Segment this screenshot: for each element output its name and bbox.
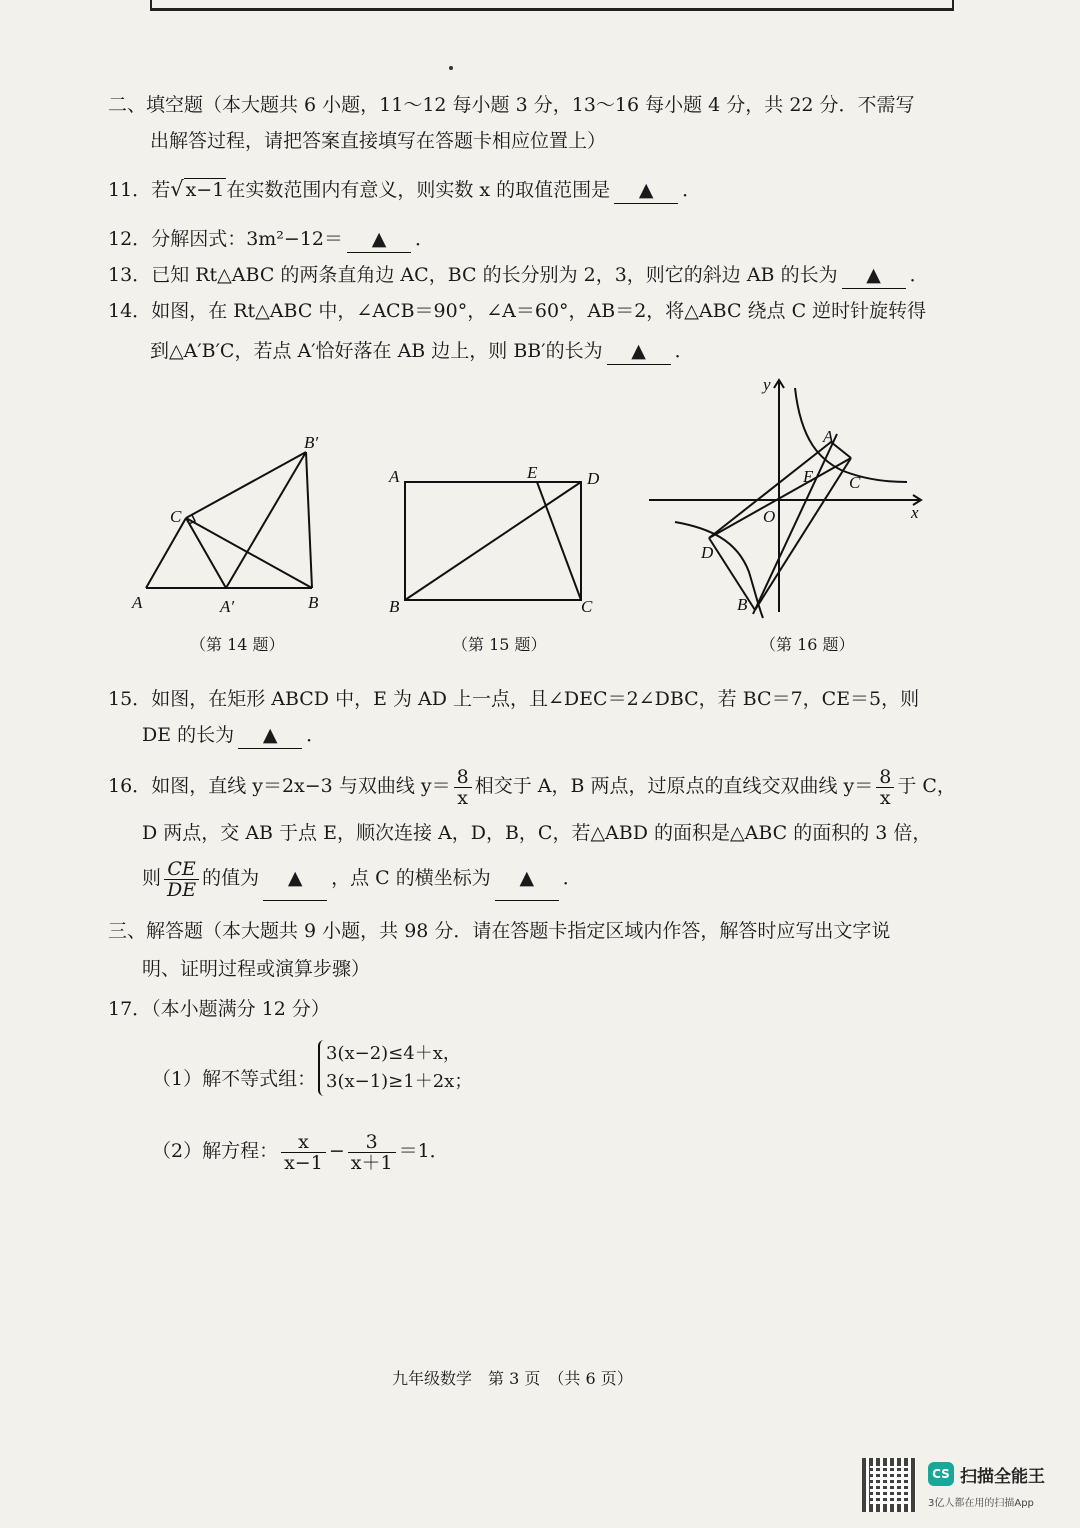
fraction-3-over-x+1: [348, 1132, 396, 1173]
question-17-header: 17．（本小题满分 12 分）: [108, 998, 330, 1020]
frac-num: 8: [454, 767, 472, 788]
inequality-1: 3(x−2)≤4＋x，: [326, 1043, 461, 1064]
answer-blank: ▲: [607, 338, 671, 365]
seg-B1A1: [226, 452, 306, 588]
q14-text-2: 到△A′B′C，若点 A′恰好落在 AB 边上，则 BB′的长为: [150, 340, 603, 362]
label-A: A: [132, 593, 143, 612]
section3-title-cont: 明、证明过程或演算步骤）: [142, 958, 371, 980]
frac-num: 3: [348, 1132, 396, 1153]
seg-CB1: [186, 452, 306, 518]
caption-fig16: （第 16 题）: [760, 635, 855, 654]
label-B: B: [308, 593, 319, 612]
q15-end: ．: [306, 724, 326, 746]
caption-fig14: （第 14 题）: [190, 635, 285, 654]
answer-blank: ▲: [347, 226, 411, 253]
figure-14: [120, 430, 340, 620]
question-14-cont: [150, 338, 694, 365]
seg-DB: [709, 538, 755, 610]
top-border: [150, 0, 954, 11]
label-D: D: [587, 469, 600, 488]
label-D: D: [701, 543, 714, 562]
question-16-cont-2: [142, 856, 582, 901]
seg-BD: [405, 482, 581, 600]
q16-text-b: 相交于 A，B 两点，过原点的直线交双曲线 y＝: [474, 775, 874, 797]
q15-num: 15．: [108, 688, 152, 710]
q11-text: 在实数范围内有意义，则实数 x 的取值范围是: [226, 179, 611, 201]
q14-text: 如图，在 Rt△ABC 中，∠ACB＝90°，∠A＝60°，AB＝2，将△ABC 绕点 C 逆时针旋转得: [151, 300, 927, 322]
app-tagline: 3亿人都在用的扫描App: [928, 1498, 1034, 1509]
label-B1: B′: [304, 433, 319, 452]
scanner-watermark: [862, 1458, 1062, 1514]
label-A1: A′: [220, 597, 235, 616]
q11-end: ．: [682, 179, 702, 201]
frac-den: x−1: [284, 1151, 323, 1174]
q13-text: 已知 Rt△ABC 的两条直角边 AC，BC 的长分别为 2，3，则它的斜边 AB 的长为: [151, 264, 838, 286]
fraction-8-over-x-2: [876, 767, 894, 808]
fraction-x-over-x-1: [281, 1132, 326, 1173]
app-name: 扫描全能王: [960, 1467, 1045, 1487]
fraction-ce-de: [164, 859, 199, 900]
answer-blank-2: ▲: [495, 856, 559, 901]
q11-num: 11．: [108, 179, 152, 201]
label-x: x: [911, 503, 919, 522]
page-footer: 九年级数学 第 3 页 （共 6 页）: [392, 1369, 633, 1388]
label-E: E: [527, 463, 538, 482]
q16-text-d: 则: [142, 867, 162, 889]
q12-num: 12．: [108, 228, 152, 250]
q16-text-e: 的值为: [202, 867, 260, 889]
question-13: [108, 262, 929, 289]
inequality-2: 3(x−1)≥1＋2x；: [326, 1071, 473, 1092]
seg-EC: [537, 482, 581, 600]
question-14: [108, 298, 926, 324]
label-C: C: [849, 473, 861, 492]
label-A: A: [389, 467, 400, 486]
frac-den: x＋1: [350, 1151, 393, 1174]
question-15-cont: [142, 722, 325, 749]
minus-sign: −: [328, 1140, 345, 1162]
frac-den: x: [457, 786, 468, 809]
caption-fig15: （第 15 题）: [452, 635, 547, 654]
label-O: O: [763, 507, 776, 526]
sqrt-symbol: √: [170, 177, 184, 201]
q16-end: ．: [562, 867, 582, 889]
fraction-8-over-x: [454, 767, 472, 808]
question-15: [108, 686, 919, 712]
seg-B1B: [306, 452, 312, 588]
q15-text-2: DE 的长为: [142, 724, 235, 746]
label-y: y: [763, 375, 771, 394]
q16-num: 16．: [108, 775, 152, 797]
q16-text-a: 如图，直线 y＝2x−3 与双曲线 y＝: [151, 775, 451, 797]
answer-blank: ▲: [842, 262, 906, 289]
section3-title: 三、解答题（本大题共 9 小题，共 98 分．请在答题卡指定区域内作答，解答时应写出文字说: [108, 920, 891, 942]
figure-15: [385, 458, 615, 623]
frac-den: x: [879, 786, 891, 809]
answer-blank: ▲: [614, 177, 678, 204]
figure-16: [645, 372, 935, 622]
frac-den: DE: [167, 878, 197, 901]
q17-part2: [152, 1126, 449, 1176]
frac-num: x: [281, 1132, 326, 1153]
q13-end: ．: [909, 264, 929, 286]
section2-title-cont: 出解答过程，请把答案直接填写在答题卡相应位置上）: [150, 130, 607, 152]
speck: [449, 66, 453, 70]
q14-end: ．: [674, 340, 694, 362]
frac-num: CE: [164, 859, 199, 880]
q17-part2-label: （2）解方程：: [152, 1140, 279, 1162]
q12-end: ．: [415, 228, 435, 250]
label-B: B: [737, 595, 748, 614]
qr-code-icon: [862, 1458, 916, 1512]
seg-AC: [831, 442, 851, 458]
section2-title: 二、填空题（本大题共 6 小题，11～12 每小题 3 分，13～16 每小题 4 分，共 22 分．不需写: [108, 94, 915, 116]
equation-rhs: ＝1．: [398, 1140, 449, 1162]
question-11: [108, 176, 701, 204]
label-B: B: [389, 597, 400, 616]
frac-num: 8: [876, 767, 894, 788]
q17-part1-label: （1）解不等式组：: [152, 1068, 317, 1090]
camscanner-logo: CS: [928, 1462, 954, 1486]
label-E: E: [803, 467, 814, 486]
q15-text: 如图，在矩形 ABCD 中，E 为 AD 上一点，且∠DEC＝2∠DBC，若 BC＝7，CE＝5，则: [151, 688, 920, 710]
question-16: [108, 764, 956, 808]
q11-radicand: x−1: [185, 179, 225, 201]
question-12: [108, 226, 434, 253]
q16-text-c: 于 C，: [897, 775, 956, 797]
q13-num: 13．: [108, 264, 152, 286]
inequality-system: [318, 1040, 472, 1096]
label-C: C: [581, 597, 593, 616]
question-16-cont: D 两点，交 AB 于点 E，顺次连接 A，D，B，C，若△ABD 的面积是△ABC 的面积的 3 倍，: [142, 822, 932, 844]
answer-blank: ▲: [263, 856, 327, 901]
q12-text: 分解因式：3m²−12＝: [151, 228, 344, 250]
label-C: C: [170, 507, 182, 526]
seg-AC: [146, 518, 186, 588]
q14-num: 14．: [108, 300, 152, 322]
q16-text-f: ，点 C 的横坐标为: [331, 867, 491, 889]
label-A: A: [823, 427, 834, 446]
answer-blank: ▲: [238, 722, 302, 749]
q11-pre: 若: [151, 179, 171, 201]
